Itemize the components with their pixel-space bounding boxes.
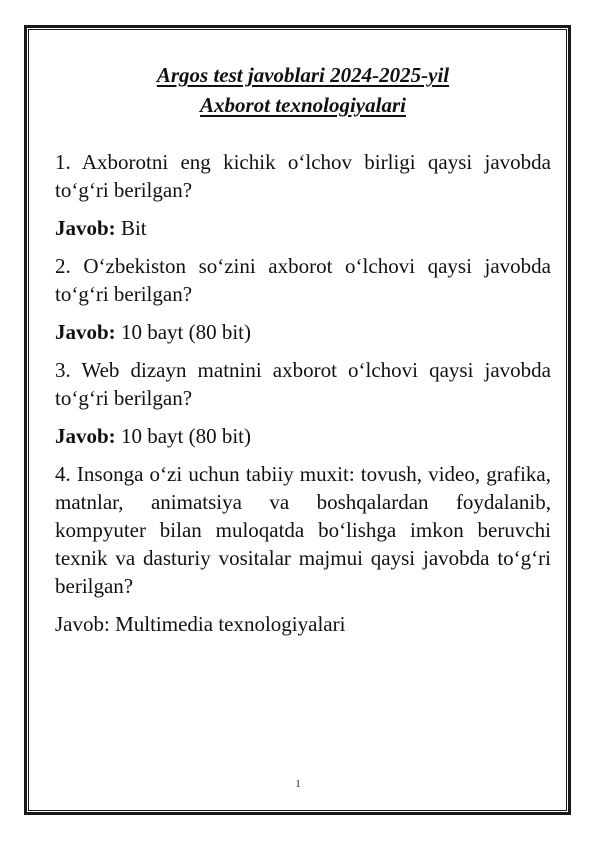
title-line-2: Axborot texnologiyalari <box>200 93 406 117</box>
answer-2 <box>55 318 551 346</box>
question-4: 4. Insonga o‘zi uchun tabiiy muxit: tovush, video, grafika, matnlar, animatsiya va boshqalardan foydalanib, kompyuter bilan muloqatda bo‘lishga imkon beruvchi texnik va dasturiy vositalar majmui qaysi javobda to‘g‘ri berilgan? <box>55 462 551 598</box>
answer-label: Javob: <box>55 612 110 636</box>
answer-label: Javob: <box>55 320 116 344</box>
question-3: 3. Web dizayn matnini axborot o‘lchovi qaysi javobda to‘g‘ri berilgan? <box>55 358 551 410</box>
answer-label: Javob: <box>55 424 116 448</box>
document-title <box>55 60 551 120</box>
answer-value: Bit <box>120 216 147 240</box>
answer-label: Javob: <box>55 216 116 240</box>
document-body <box>55 60 551 648</box>
question-1: 1. Axborotni eng kichik o‘lchov birligi qaysi javobda to‘g‘ri berilgan? <box>55 150 551 202</box>
page-number: 1 <box>295 779 301 790</box>
question-2: 2. O‘zbekiston so‘zini axborot o‘lchovi qaysi javobda to‘g‘ri berilgan? <box>55 254 551 306</box>
title-line-1: Argos test javoblari 2024-2025-yil <box>156 63 450 87</box>
answer-3 <box>55 422 551 450</box>
answer-value: 10 bayt (80 bit) <box>120 320 251 344</box>
answer-value: Multimedia texnologiyalari <box>115 612 346 636</box>
question-list <box>55 148 551 638</box>
answer-4 <box>55 610 551 638</box>
answer-1 <box>55 214 551 242</box>
answer-value: 10 bayt (80 bit) <box>120 424 251 448</box>
